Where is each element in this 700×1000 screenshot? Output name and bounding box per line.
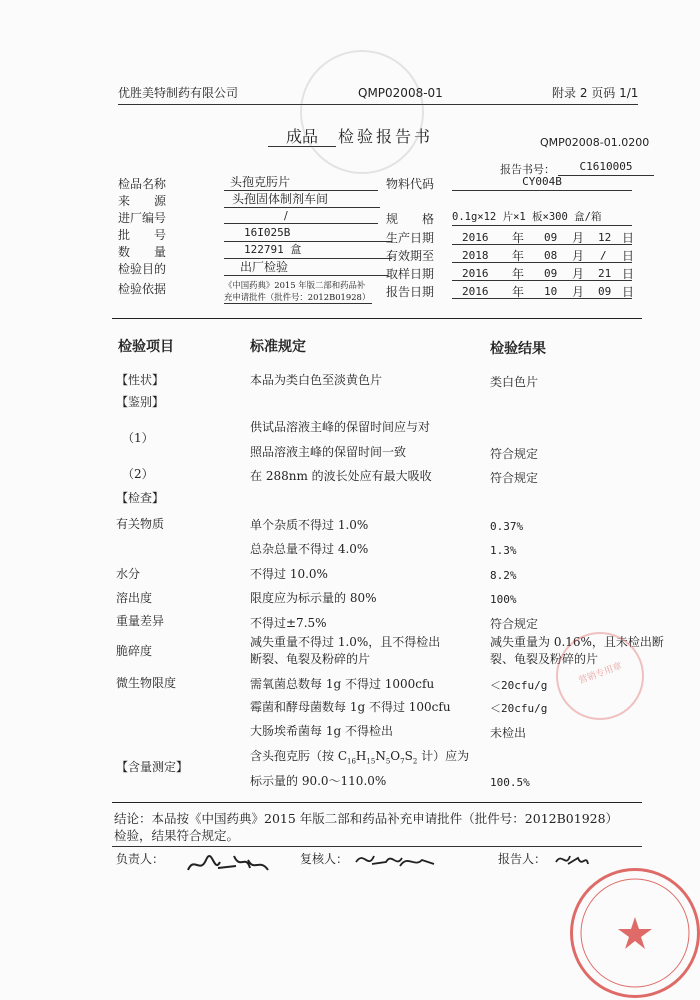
result-identification-2: 符合规定 — [490, 471, 539, 485]
info-label-basis: 检验依据 — [118, 282, 167, 296]
info-value-source: 头孢固体制剂车间 — [224, 192, 380, 208]
info-value-entry-no: / — [224, 209, 378, 224]
standard-microbial-mold: 霉菌和酵母菌数每 1g 不得过 100cfu — [250, 700, 451, 714]
result-character: 类白色片 — [490, 375, 539, 389]
result-dissolution: 100% — [490, 593, 517, 606]
production-date-day-unit: 日 — [622, 231, 635, 245]
reporter-label: 报告人： — [498, 852, 547, 866]
result-assay: 100.5% — [490, 776, 530, 789]
production-date-year-unit: 年 — [512, 231, 525, 245]
page-title: 检验报告书 — [338, 127, 434, 146]
item-dissolution: 溶出度 — [116, 591, 153, 605]
expiry-date-day: / — [600, 249, 607, 262]
sampling-date-day: 21 — [598, 267, 612, 280]
info-value-spec: 0.1g×12 片×1 板×300 盒/箱 — [452, 210, 632, 226]
production-date-year: 2016 — [462, 231, 489, 244]
expiry-date-year-unit: 年 — [512, 249, 525, 263]
info-value-material-code: CY004B — [452, 175, 632, 191]
faint-stamp-ghost — [300, 50, 424, 174]
reviewer-signature — [350, 846, 440, 876]
item-identification: 【鉴别】 — [116, 395, 165, 409]
marketing-stamp-text: 营销专用章 — [577, 661, 624, 687]
reviewer-label: 复核人： — [300, 852, 349, 866]
info-value-purpose: 出厂检验 — [224, 260, 388, 276]
company-name: 优胜美特制药有限公司 — [118, 86, 239, 100]
info-label-purpose: 检验目的 — [118, 262, 167, 276]
item-related-substances: 有关物质 — [116, 517, 165, 531]
standard-microbial-ecoli: 大肠埃希菌每 1g 不得检出 — [250, 724, 393, 738]
marketing-stamp — [556, 632, 644, 720]
product-type-label: 成品 — [268, 128, 336, 147]
expiry-date-month: 08 — [544, 249, 558, 262]
info-label-sampling-date: 取样日期 — [386, 267, 435, 281]
standard-identification-1a: 供试品溶液主峰的保留时间应与对 — [250, 420, 431, 434]
standard-assay-2: 标示量的 90.0～110.0% — [250, 774, 387, 788]
result-identification-1: 符合规定 — [490, 447, 539, 461]
item-assay: 【含量测定】 — [116, 760, 189, 774]
result-microbial-ecoli: 未检出 — [490, 726, 527, 740]
info-label-entry-no: 进厂编号 — [118, 211, 167, 225]
sampling-date-year: 2016 — [462, 267, 489, 280]
info-label-report-date: 报告日期 — [386, 285, 435, 299]
standard-identification-2: 在 288nm 的波长处应有最大吸收 — [250, 469, 432, 483]
expiry-date-day-unit: 日 — [622, 249, 635, 263]
standard-microbial-aerobic: 需氧菌总数每 1g 不得过 1000cfu — [250, 677, 435, 691]
info-value-batch: 16I025B — [224, 226, 392, 242]
report-date-year-unit: 年 — [512, 285, 525, 299]
standard-related-single: 单个杂质不得过 1.0% — [250, 518, 369, 532]
item-character: 【性状】 — [116, 373, 165, 387]
result-friability-2: 裂、龟裂及粉碎的片 — [490, 652, 599, 666]
info-value-basis: 《中国药典》2015 年版二部和药品补充申请批件（批件号：2012B01928） — [224, 280, 371, 302]
info-label-batch: 批 号 — [118, 228, 167, 242]
page-info: 附录 2 页码 1/1 — [552, 86, 639, 100]
production-date-month-unit: 月 — [572, 231, 585, 245]
quality-seal — [570, 868, 700, 998]
form-code: QMP02008-01.0200 — [540, 136, 650, 149]
result-microbial-aerobic: ＜20cfu/g — [490, 679, 548, 692]
responsible-label: 负责人： — [116, 852, 165, 866]
info-label-spec: 规 格 — [386, 212, 435, 226]
item-microbial-limit: 微生物限度 — [116, 676, 177, 690]
column-header-item: 检验项目 — [118, 339, 174, 355]
conclusion-line-2: 检验，结果符合规定。 — [114, 828, 240, 843]
standard-identification-1b: 照品溶液主峰的保留时间一致 — [250, 445, 407, 459]
production-date-day: 12 — [598, 231, 612, 244]
doc-code: QMP02008-01 — [358, 86, 443, 100]
sampling-date-month: 09 — [544, 267, 558, 280]
report-date-month-unit: 月 — [572, 285, 585, 299]
info-label-name: 检品名称 — [118, 177, 167, 191]
report-date-day-unit: 日 — [622, 285, 635, 299]
sampling-date-year-unit: 年 — [512, 267, 525, 281]
quality-seal-graphic — [573, 871, 697, 995]
info-value-quantity: 122791 盒 — [224, 243, 392, 259]
item-weight-variation: 重量差异 — [116, 614, 165, 628]
column-header-standard: 标准规定 — [250, 339, 306, 355]
standard-water: 不得过 10.0% — [250, 567, 328, 581]
responsible-signature — [184, 848, 274, 880]
item-friability: 脆碎度 — [116, 644, 153, 658]
report-date-day: 09 — [598, 285, 612, 298]
info-label-material-code: 物料代码 — [386, 177, 435, 191]
info-label-source: 来 源 — [118, 194, 167, 208]
info-label-expiry-date: 有效期至 — [386, 249, 435, 263]
item-identification-2: （2） — [122, 467, 154, 481]
standard-friability-1: 减失重量不得过 1.0%，且不得检出 — [250, 635, 441, 649]
expiry-date-month-unit: 月 — [572, 249, 585, 263]
conclusion-line-1: 结论：本品按《中国药典》2015 年版二部和药品补充申请批件（批件号：2012B01928） — [114, 811, 619, 826]
standard-friability-2: 断裂、龟裂及粉碎的片 — [250, 652, 371, 666]
info-label-quantity: 数 量 — [118, 245, 167, 259]
standard-weight-variation: 不得过±7.5% — [250, 616, 327, 630]
item-identification-1: （1） — [122, 431, 154, 445]
result-water: 8.2% — [490, 569, 517, 582]
column-header-result: 检验结果 — [490, 341, 546, 357]
results-table-rule — [112, 802, 642, 803]
result-friability-1: 减失重量为 0.16%，且未检出断 — [490, 635, 664, 649]
result-microbial-mold: ＜20cfu/g — [490, 702, 548, 715]
expiry-date-year: 2018 — [462, 249, 489, 262]
standard-assay-1: 含头孢克肟（按 $C_{16}H_{15}N_5O_7S_2$ 计）应为 — [250, 749, 470, 766]
report-no-label: 报告书号： — [500, 163, 555, 176]
standard-dissolution: 限度应为标示量的 80% — [250, 591, 377, 605]
production-date-month: 09 — [544, 231, 558, 244]
report-no-value: C1610005 — [558, 160, 654, 176]
info-table-rule — [112, 318, 642, 319]
info-value-name: 头孢克肟片 — [224, 175, 378, 191]
standard-related-total: 总杂总量不得过 4.0% — [250, 542, 369, 556]
report-date-month: 10 — [544, 285, 558, 298]
standard-character: 本品为类白色至淡黄色片 — [250, 373, 383, 387]
result-weight-variation: 符合规定 — [490, 617, 539, 631]
item-water: 水分 — [116, 567, 141, 581]
sampling-date-day-unit: 日 — [622, 267, 635, 281]
report-date-year: 2016 — [462, 285, 489, 298]
sampling-date-month-unit: 月 — [572, 267, 585, 281]
info-label-production-date: 生产日期 — [386, 231, 435, 245]
result-related-total: 1.3% — [490, 544, 517, 557]
item-inspection: 【检查】 — [116, 491, 165, 505]
result-related-single: 0.37% — [490, 520, 524, 533]
